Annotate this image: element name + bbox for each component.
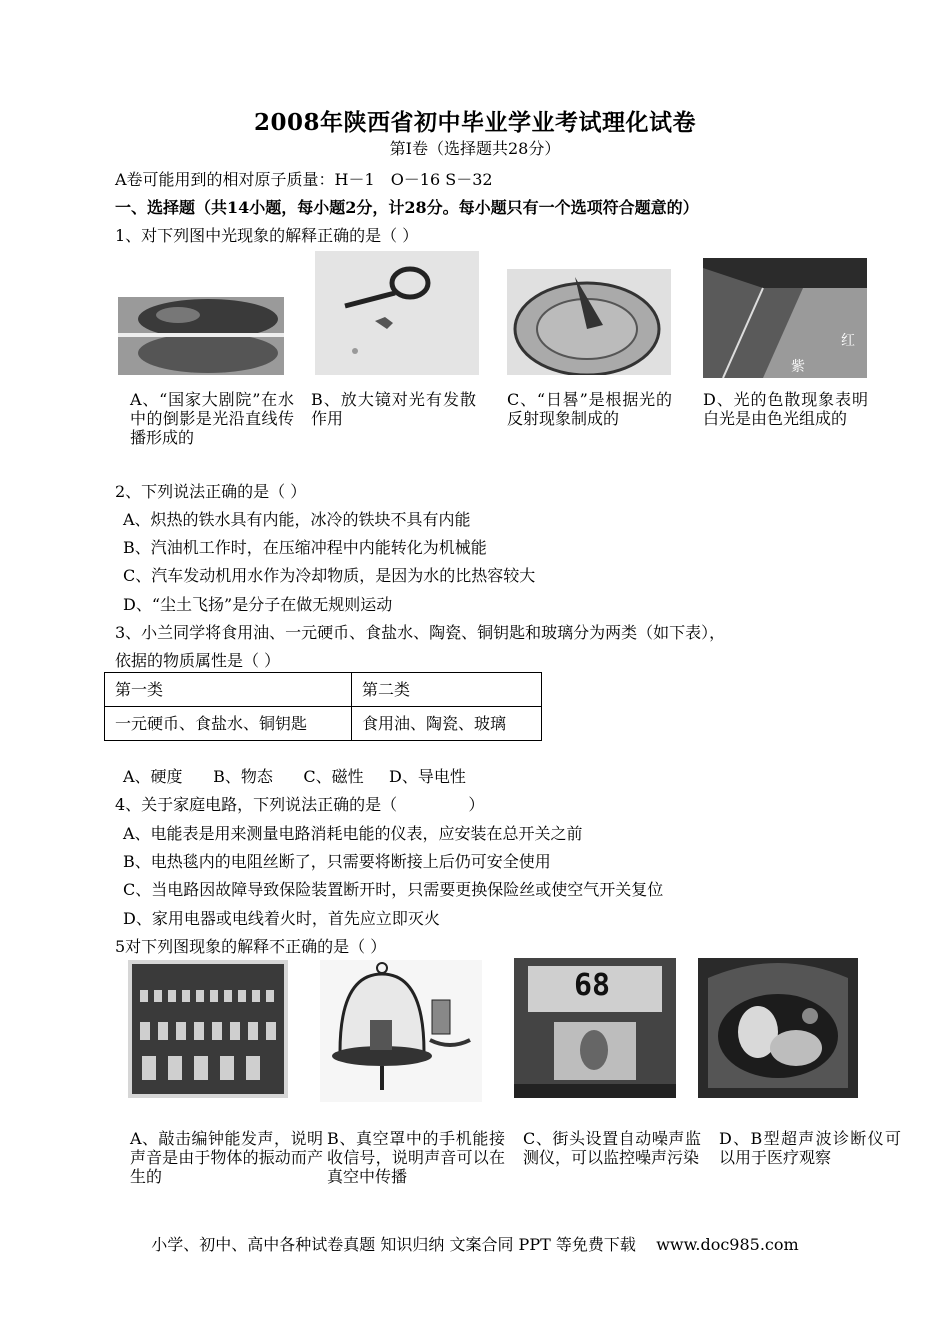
q1-stem: 1、对下列图中光现象的解释正确的是（ ） xyxy=(115,226,419,245)
section-heading: 一、选择题（共14小题，每小题2分，计28分。每小题只有一个选项符合题意的） xyxy=(115,198,699,217)
q3-options: A、硬度 B、物态 C、磁性 D、导电性 xyxy=(123,767,466,786)
q5-option-d: D、B型超声波诊断仪可以用于医疗观察 xyxy=(719,1129,901,1167)
q5-figure-b-vacuum-bell-jar-phone xyxy=(320,960,482,1102)
q2-option-c: C、汽车发动机用水作为冷却物质，是因为水的比热容较大 xyxy=(123,566,536,585)
q2-option-a: A、炽热的铁水具有内能，冰冷的铁块不具有内能 xyxy=(123,510,471,529)
q1-option-a: A、“国家大剧院”在水中的倒影是光沿直线传播形成的 xyxy=(130,390,294,447)
table-header-cell: 第一类 xyxy=(105,673,352,707)
q2-option-d: D、“尘土飞扬”是分子在做无规则运动 xyxy=(123,595,393,614)
table-cell: 食用油、陶瓷、玻璃 xyxy=(352,707,542,741)
q1-figure-b-magnifier xyxy=(315,251,479,375)
noise-meter-reading: 68 xyxy=(574,968,611,1003)
q4-stem: 4、关于家庭电路，下列说法正确的是（ ） xyxy=(115,795,485,814)
q2-option-b: B、汽油机工作时，在压缩冲程中内能转化为机械能 xyxy=(123,538,487,557)
q1-figure-c-sundial xyxy=(507,269,671,375)
q1-figure-a-theatre-reflection xyxy=(118,297,284,375)
table-cell: 一元硬币、食盐水、铜钥匙 xyxy=(105,707,352,741)
q3-classification-table xyxy=(104,672,542,741)
q3-stem-line2: 依据的物质属性是（ ） xyxy=(115,651,281,670)
q1-figure-d-prism-dispersion xyxy=(703,258,867,378)
q5-option-b: B、真空罩中的手机能接收信号，说明声音可以在真空中传播 xyxy=(327,1129,505,1186)
q4-option-c: C、当电路因故障导致保险装置断开时，只需要更换保险丝或使空气开关复位 xyxy=(123,880,664,899)
atomic-mass-note: A卷可能用到的相对原子质量：H－1 O－16 S－32 xyxy=(115,170,493,189)
page-subtitle: 第I卷（选择题共28分） xyxy=(389,139,561,158)
q5-option-a: A、敲击编钟能发声，说明声音是由于物体的振动而产生的 xyxy=(130,1129,323,1186)
q5-option-c: C、街头设置自动噪声监测仪，可以监控噪声污染 xyxy=(523,1129,701,1167)
table-row xyxy=(105,707,542,741)
q2-stem: 2、下列说法正确的是（ ） xyxy=(115,482,307,501)
q3-stem-line1: 3、小兰同学将食用油、一元硬币、食盐水、陶瓷、铜钥匙和玻璃分为两类（如下表）， xyxy=(115,623,726,642)
page-title: 2008年陕西省初中毕业学业考试理化试卷 xyxy=(253,109,696,136)
table-header-cell: 第二类 xyxy=(352,673,542,707)
q4-option-d: D、家用电器或电线着火时，首先应立即灭火 xyxy=(123,909,440,928)
q4-option-a: A、电能表是用来测量电路消耗电能的仪表，应安装在总开关之前 xyxy=(123,824,583,843)
q1-option-c: C、“日晷”是根据光的反射现象制成的 xyxy=(507,390,672,428)
q5-figure-d-b-ultrasound xyxy=(698,958,858,1098)
q1-option-d: D、光的色散现象表明白光是由色光组成的 xyxy=(703,390,868,428)
page-footer: 小学、初中、高中各种试卷真题 知识归纳 文案合同 PPT 等免费下载 www.doc985.com xyxy=(151,1235,799,1254)
table-row xyxy=(105,673,542,707)
q1-option-b: B、放大镜对光有发散作用 xyxy=(311,390,476,428)
q5-stem: 5对下列图现象的解释不正确的是（ ） xyxy=(115,937,387,956)
q5-figure-c-noise-monitor xyxy=(514,958,676,1098)
q5-figure-a-bianzhong-bells xyxy=(128,960,288,1098)
prism-label-violet: 紫 xyxy=(791,359,805,375)
prism-label-red: 红 xyxy=(841,333,855,349)
q4-option-b: B、电热毯内的电阻丝断了，只需要将断接上后仍可安全使用 xyxy=(123,852,551,871)
